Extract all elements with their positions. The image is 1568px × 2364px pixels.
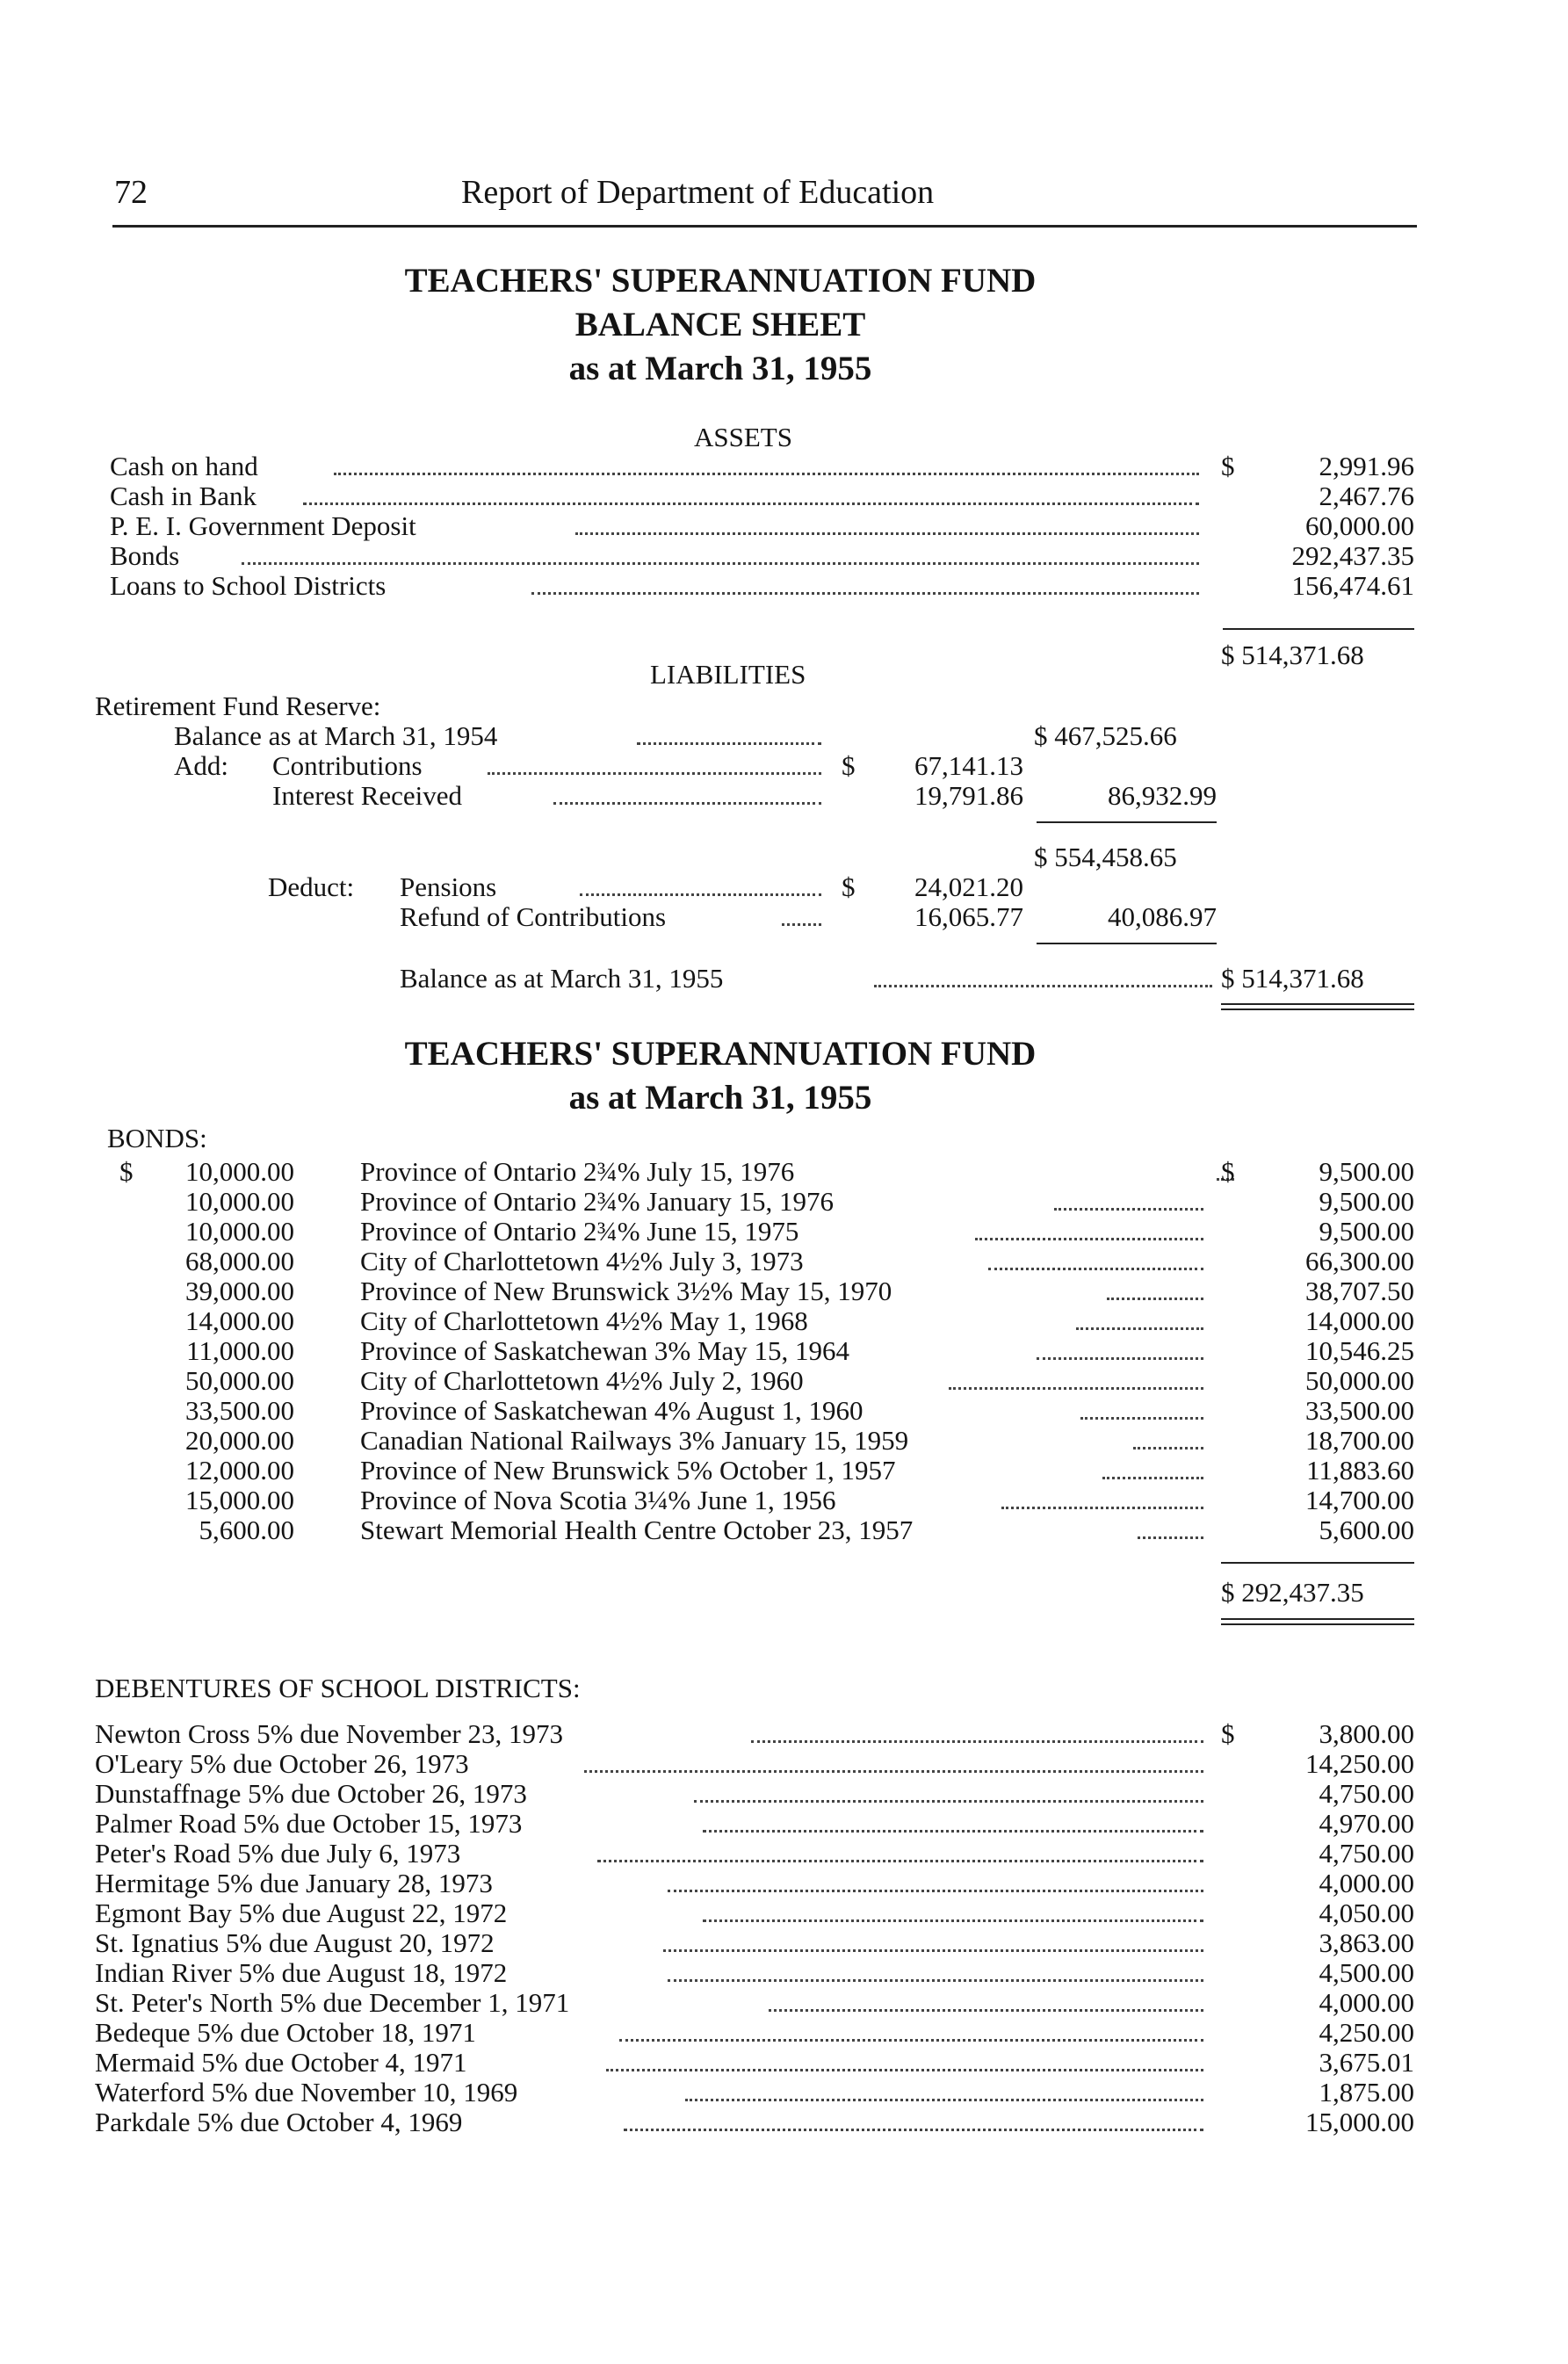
asset-amount: 60,000.00	[1305, 510, 1414, 541]
leader-dots	[1037, 1357, 1203, 1360]
leader-dots	[575, 532, 1199, 535]
page-number: 72	[114, 174, 148, 211]
interest-label: Interest Received	[272, 780, 463, 811]
asset-label: Loans to School Districts	[110, 570, 387, 601]
asset-dollar: $	[1221, 451, 1235, 481]
bonds-section-title: TEACHERS' SUPERANNUATION FUND	[404, 1035, 1037, 1073]
bond-description: City of Charlottetown 4½% May 1, 1968	[360, 1305, 808, 1336]
bonds-section-date: as at March 31, 1955	[568, 1079, 872, 1117]
leader-dots	[624, 2129, 1203, 2131]
debenture-description: Waterford 5% due November 10, 1969	[95, 2077, 518, 2107]
bond-description: Province of Saskatchewan 4% August 1, 1960	[360, 1395, 863, 1426]
leader-dots	[334, 473, 1199, 475]
leader-dots	[606, 2069, 1203, 2071]
bond-description: Province of Saskatchewan 3% May 15, 1964	[360, 1335, 850, 1366]
bond-par-value: 50,000.00	[185, 1365, 294, 1396]
contributions-label: Contributions	[272, 750, 423, 781]
balance-1954-amount: $ 467,525.66	[1034, 720, 1177, 751]
interest-amount: 19,791.86	[914, 780, 1023, 811]
subtotal-rule	[1037, 821, 1217, 823]
double-rule-bottom	[1221, 1008, 1414, 1010]
leader-dots	[988, 1268, 1203, 1270]
running-title: Report of Department of Education	[461, 174, 935, 211]
balance-sheet-subtitle: BALANCE SHEET	[574, 306, 866, 343]
bond-par-value: 39,000.00	[185, 1276, 294, 1306]
leader-dots	[303, 502, 1199, 505]
leader-dots	[584, 1770, 1203, 1773]
bond-book-value: 33,500.00	[1305, 1395, 1414, 1426]
leader-dots	[597, 1860, 1203, 1862]
leader-dots	[580, 893, 821, 896]
leader-dots	[553, 802, 821, 805]
bond-book-value: 18,700.00	[1305, 1425, 1414, 1456]
asset-amount: 2,467.76	[1319, 481, 1414, 511]
contributions-amount: 67,141.13	[914, 750, 1023, 781]
assets-total-rule	[1223, 628, 1414, 630]
bond-par-value: 10,000.00	[185, 1186, 294, 1217]
bond-book-value: 14,000.00	[1305, 1305, 1414, 1336]
leader-dots	[874, 985, 1212, 987]
refund-label: Refund of Contributions	[400, 901, 667, 932]
bond-book-value: 10,546.25	[1305, 1335, 1414, 1366]
debenture-amount: 3,675.01	[1319, 2047, 1414, 2078]
debenture-amount: 1,875.00	[1319, 2077, 1414, 2107]
bond-description: Canadian National Railways 3% January 15, 1959	[360, 1425, 909, 1456]
bond-book-value: 38,707.50	[1305, 1276, 1414, 1306]
leader-dots	[668, 1890, 1203, 1892]
debenture-description: O'Leary 5% due October 26, 1973	[95, 1748, 469, 1779]
leader-dots	[1138, 1536, 1203, 1539]
asset-label: Cash on hand	[110, 451, 258, 481]
debenture-amount: 4,970.00	[1319, 1808, 1414, 1839]
balance-sheet-date: as at March 31, 1955	[568, 350, 872, 387]
bond-book-value: 14,700.00	[1305, 1485, 1414, 1515]
debenture-description: Mermaid 5% due October 4, 1971	[95, 2047, 467, 2078]
subtotal-amount: $ 554,458.65	[1034, 842, 1177, 872]
asset-label: P. E. I. Government Deposit	[110, 510, 416, 541]
bond-description: Province of Ontario 2¾% July 15, 1976	[360, 1156, 795, 1187]
add-label: Add:	[174, 750, 228, 781]
liabilities-heading: LIABILITIES	[650, 659, 806, 690]
debenture-description: Peter's Road 5% due July 6, 1973	[95, 1838, 461, 1869]
debenture-description: Indian River 5% due August 18, 1972	[95, 1957, 508, 1988]
double-rule-top	[1221, 1003, 1414, 1005]
bond-par-dollar: $	[119, 1156, 134, 1187]
debenture-amount: 4,000.00	[1319, 1987, 1414, 2018]
leader-dots	[1076, 1327, 1203, 1330]
debenture-description: Dunstaffnage 5% due October 26, 1973	[95, 1778, 527, 1809]
leader-dots	[663, 1949, 1203, 1952]
bond-description: Stewart Memorial Health Centre October 23, 1957	[360, 1515, 914, 1545]
debenture-amount: 4,250.00	[1319, 2017, 1414, 2048]
double-rule-top	[1221, 1618, 1414, 1620]
double-rule-bottom	[1221, 1623, 1414, 1625]
bond-par-value: 33,500.00	[185, 1395, 294, 1426]
leader-dots	[1080, 1417, 1203, 1420]
pensions-amount: 24,021.20	[914, 871, 1023, 902]
leader-dots	[703, 1830, 1203, 1833]
asset-amount: 2,991.96	[1319, 451, 1414, 481]
bond-description: City of Charlottetown 4½% July 3, 1973	[360, 1246, 804, 1276]
debentures-heading: DEBENTURES OF SCHOOL DISTRICTS:	[95, 1673, 581, 1703]
pensions-dollar: $	[842, 871, 856, 902]
leader-dots	[637, 742, 821, 745]
debenture-description: Newton Cross 5% due November 23, 1973	[95, 1718, 563, 1749]
bonds-total: $ 292,437.35	[1221, 1577, 1364, 1608]
asset-amount: 292,437.35	[1291, 540, 1414, 571]
bond-book-value: 50,000.00	[1305, 1365, 1414, 1396]
leader-dots	[782, 923, 821, 926]
debenture-description: St. Ignatius 5% due August 20, 1972	[95, 1927, 495, 1958]
bond-description: City of Charlottetown 4½% July 2, 1960	[360, 1365, 804, 1396]
leader-dots	[488, 772, 821, 775]
bond-book-value: 11,883.60	[1306, 1455, 1414, 1486]
bond-book-value: 9,500.00	[1319, 1216, 1414, 1247]
refund-amount: 16,065.77	[914, 901, 1023, 932]
bond-value-dollar: $	[1221, 1156, 1235, 1187]
leader-dots	[949, 1387, 1203, 1390]
bond-description: Province of New Brunswick 3½% May 15, 1970	[360, 1276, 892, 1306]
bond-description: Province of Ontario 2¾% January 15, 1976	[360, 1186, 834, 1217]
bond-par-value: 15,000.00	[185, 1485, 294, 1515]
debenture-description: Parkdale 5% due October 4, 1969	[95, 2107, 463, 2137]
leader-dots	[619, 2039, 1203, 2042]
add-total: 86,932.99	[1108, 780, 1217, 811]
leader-dots	[703, 1919, 1203, 1922]
bond-book-value: 5,600.00	[1319, 1515, 1414, 1545]
deduct-label: Deduct:	[268, 871, 355, 902]
leader-dots	[1001, 1507, 1203, 1509]
leader-dots	[242, 562, 1199, 565]
debenture-amount: 15,000.00	[1305, 2107, 1414, 2137]
bond-description: Province of New Brunswick 5% October 1, 1957	[360, 1455, 896, 1486]
debenture-amount: 4,750.00	[1319, 1838, 1414, 1869]
debenture-dollar: $	[1221, 1718, 1235, 1749]
assets-heading: ASSETS	[694, 422, 792, 452]
debenture-amount: 14,250.00	[1305, 1748, 1414, 1779]
bond-par-value: 5,600.00	[199, 1515, 294, 1545]
balance-sheet-title: TEACHERS' SUPERANNUATION FUND	[404, 262, 1037, 300]
debenture-description: St. Peter's North 5% due December 1, 1971	[95, 1987, 570, 2018]
leader-dots	[769, 2009, 1203, 2012]
asset-label: Bonds	[110, 540, 180, 571]
debenture-amount: 4,500.00	[1319, 1957, 1414, 1988]
bond-description: Province of Nova Scotia 3¼% June 1, 1956	[360, 1485, 836, 1515]
bond-par-value: 14,000.00	[185, 1305, 294, 1336]
debenture-description: Palmer Road 5% due October 15, 1973	[95, 1808, 523, 1839]
bond-par-value: 12,000.00	[185, 1455, 294, 1486]
leader-dots	[1107, 1298, 1203, 1300]
debenture-amount: 4,000.00	[1319, 1868, 1414, 1898]
debenture-description: Egmont Bay 5% due August 22, 1972	[95, 1898, 508, 1928]
deduct-total: 40,086.97	[1108, 901, 1217, 932]
debenture-amount: 3,800.00	[1319, 1718, 1414, 1749]
bond-description: Province of Ontario 2¾% June 15, 1975	[360, 1216, 799, 1247]
bond-par-value: 10,000.00	[185, 1156, 294, 1187]
assets-total: $ 514,371.68	[1221, 640, 1364, 670]
asset-amount: 156,474.61	[1291, 570, 1414, 601]
bonds-total-rule	[1221, 1562, 1414, 1564]
leader-dots	[668, 1979, 1203, 1982]
debenture-amount: 4,750.00	[1319, 1778, 1414, 1809]
bond-par-value: 11,000.00	[186, 1335, 294, 1366]
debenture-amount: 3,863.00	[1319, 1927, 1414, 1958]
debenture-description: Hermitage 5% due January 28, 1973	[95, 1868, 493, 1898]
bonds-label: BONDS:	[107, 1123, 207, 1153]
bond-par-value: 20,000.00	[185, 1425, 294, 1456]
contributions-dollar: $	[842, 750, 856, 781]
asset-label: Cash in Bank	[110, 481, 257, 511]
leader-dots	[975, 1238, 1203, 1240]
leader-dots	[694, 1800, 1203, 1803]
bond-book-value: 9,500.00	[1319, 1156, 1414, 1187]
bond-book-value: 9,500.00	[1319, 1186, 1414, 1217]
header-rule	[112, 225, 1417, 228]
balance-1954-label: Balance as at March 31, 1954	[174, 720, 498, 751]
leader-dots	[531, 592, 1199, 595]
leader-dots	[685, 2099, 1203, 2101]
debenture-amount: 4,050.00	[1319, 1898, 1414, 1928]
bond-par-value: 68,000.00	[185, 1246, 294, 1276]
leader-dots	[751, 1740, 1203, 1743]
deduct-rule	[1037, 943, 1217, 944]
debenture-description: Bedeque 5% due October 18, 1971	[95, 2017, 476, 2048]
reserve-label: Retirement Fund Reserve:	[95, 690, 381, 721]
pensions-label: Pensions	[400, 871, 497, 902]
leader-dots	[1102, 1477, 1203, 1479]
balance-1955-label: Balance as at March 31, 1955	[400, 963, 724, 994]
leader-dots	[1054, 1208, 1203, 1211]
balance-1955-amount: $ 514,371.68	[1221, 963, 1364, 994]
bond-par-value: 10,000.00	[185, 1216, 294, 1247]
leader-dots	[1133, 1447, 1203, 1449]
bond-book-value: 66,300.00	[1305, 1246, 1414, 1276]
